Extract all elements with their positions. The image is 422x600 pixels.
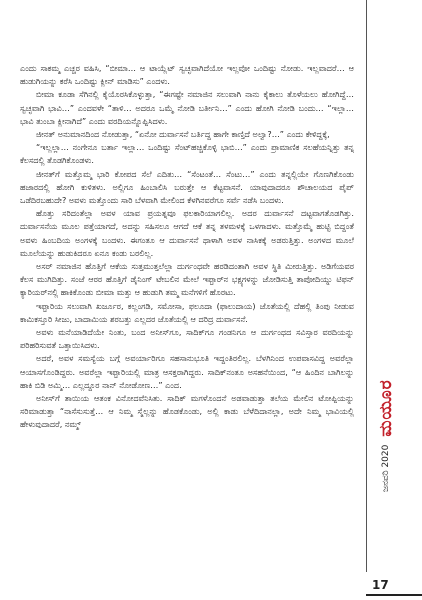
paragraph: ಅಸರ್ ನಮಾಜಿನ ಹೊತ್ತಿಗೆ ಆಕೆಯ ಸುತ್ತಮುತ್ತಲೆಲ್ಲಾ ದುರ್ಗಂಧವೇ ಹರಡಿದಂತಾಗಿ ಅವಳ ಸ್ಥಿತಿ ಮೀರುತ್ತಿತ್ತು. ಅಡಿಗೆಯವರ ಕೆಲಸ ಮುಗಿದಿತ್ತು. ಸಂಜೆ ಆರರ ಹೊತ್ತಿಗೆ ಡೈನಿಂಗ್ ಟೇಬಲಿನ ಮೇಲೆ ಇಫ್ತಾರ್‌ನ ಭಕ್ಷ್ಯಗಳನ್ನು ಜೋಡಿಸುತ್ತಿ ತಾಪೋದಿಯ್ನು ಟಿಫನ್ ಕ್ಯಾರಿಯರ್‌ನಲ್ಲಿ ಹಾಕಿಕೊಂಡು ಬೀಮಾ ಮತ್ತು ಆ ಹುಡುಗಿ ತಮ್ಮ ಮನೆಗಳಿಗೆ ಹೊರಟು. — [20, 261, 354, 298]
paragraph: ಅದರೆ, ಅವಳ ಸಮಸ್ಯೆಯ ಬಗ್ಗೆ ಅವರ್ಯಾರಿಗೂ ಸಹಸಾನುಭೂತಿ ಇದ್ದಂತಿರಲಿಲ್ಲ. ಬೆಳಗಿನಿಂದ ಉಪವಾಸವಿದ್ದ ಅವರೆಲ್ಲಾ ಆಯಾಸಗೊಂಡಿದ್ದರು. ಅವರೆಲ್ಲಾ ಇಫ್ತಾರಿಯಲ್ಲಿ ಮಾತ್ರ ಆಸಕ್ತರಾಗಿದ್ದರು. ಸಾದಿಕ್‌ನಂತೂ ಅಸಹನೆಯಿಂದ, “ಆ ಹಿಂದಿನ ಬಾಗಿಲನ್ನು ಹಾಕಿ ಬಿಡಿ ಅಮ್ಮಿ… ಎಲ್ಲದ್ದೂರ ನಾನ್ ನೋಡೋಣ…” ಎಂದ. — [20, 353, 354, 390]
page-number: 17 — [372, 578, 389, 592]
paragraph: ಎಂದು ಸಾಕಮ್ಮ ಎಚ್ಚರ ವಹಿಸಿ, “ಬೀಮಾ… ಆ ಟಾಯ್ಲೆಟ್ ಸ್ವಚ್ಛವಾಗಿದೆಯೋ ಇಲ್ಲವೋ ಒಂದಿಷ್ಟು ನೋಡು. ಇಲ್ಲವಾದರೆ… ಆ ಹುಡುಗಿಯನ್ನು ಕರೆಸಿ ಒಂದಿಷ್ಟು ಕ್ಲೀನ್ ಮಾಡಿಸು” ಎಂದಳು. — [20, 63, 354, 87]
footer-rule — [366, 594, 422, 596]
paragraph: “ಇಲ್ಲಲ್ಲಾ… ನಂಗೇನೂ ಬರ್ತಾ ಇಲ್ಲಾ… ಒಂದಿಷ್ಟು ಸೆಂಟ್‌ಹಚ್ಚಿಕೊಳ್ಳಿ ಭಾಬಿ…” ಎಂದು ಪ್ರಾಮಾಣಿಕ ಸಲಹೆಯನ್ನಿತ್ತು ತನ್ನ ಕೆಲಸದಲ್ಲಿ ತೊಡಗಿಕೊಂಡಳು. — [20, 142, 354, 166]
article-body — [20, 62, 354, 432]
issue-date: ಜನವರಿ 2020 — [381, 444, 391, 492]
paragraph: ಅವಳು ಮನೆಯಾಡಿದೆಯೇ ನಿಂತು, ಬಂದ ಅನೀಸ್‌ಗೂ, ಸಾದಿಕ್‌ಗೂ ಗಂಡನಿಗೂ ಆ ದುರ್ಗಂಧದ ಸವಿಸ್ತಾರ ವರದಿಯನ್ನು ಪರಿಹರಿಸುವತೆ ಒತ್ತಾಯಿಸಿದಳು. — [20, 327, 354, 351]
magazine-logo: ಮಯೂರ — [376, 379, 396, 437]
paragraph: ಹೊತ್ತು ಸರಿದಂತೆಲ್ಲಾ ಅವಳ ಯಾವ ಪ್ರಯತ್ನವೂ ಫಲಕಾರಿಯಾಗಲಿಲ್ಲ. ಅದರ ದುರ್ವಾಸನೆ ದಟ್ಟವಾಗತೊಡಗಿತ್ತು. ದುರ್ವಾಸನೆಯ ಮೂಲ ಪತ್ತೆಯಾಗದೆ, ಅದನ್ನು ಸಹಿಸಲೂ ಆಗದೆ ಆಕೆ ತನ್ನ ತಳಮಳಕ್ಕೆ ಒಳಗಾದಳು. ಮತ್ತೊಮ್ಮೆ ಹುಟ್ಟಿ ಬಿದ್ದಂತೆ ಅವಳು ಹಿಂಬದಿಯ ಅಂಗಳಕ್ಕೆ ಬಂದಳು. ಈಗಂತೂ ಆ ದುರ್ವಾಸನೆ ಥಾಳಾಗಿ ಅವಳ ನಾಸಿಕಕ್ಕೆ ಅಡರುತ್ತಿತ್ತು. ಅಂಗಳದ ಮೂಲೆ ಮೂಲೆಯನ್ನು ಹುಡುಕಿದರೂ ಏನೂ ಕಂಡು ಬರಲಿಲ್ಲ. — [20, 208, 354, 258]
paragraph: ಜೀನತ್ ಅನುಮಾನದಿಂದ ನೋಡುತ್ತಾ, “ಏನೋ ದುರ್ವಾಸನೆ ಬರ್ತಿದ್ದ ಹಾಗೇ ಕಾಣ್ತಿದೆ ಅಲ್ವಾ?…” ಎಂದು ಕೇಳಿದ್ದಕ್ಕೆ, — [36, 129, 330, 140]
paragraph: ಜೀನತ್‌ಗೆ ಮತ್ತೊಮ್ಮ ಭಾರಿ ಕೋಪದ ಸೆಲೆ ಎದಿತು… “ಸೆಂಟಂತೆ… ಸೆಂಟು…” ಎಂದು ತನ್ನಲ್ಲಿಯೇ ಗೊಣಗಿಕೊಂಡು ಹಜಾರದಲ್ಲಿ ಹೋಗಿ ಕುಳಿತಳು. ಅಲ್ಲಿಗೂ ಹಿಂಬಾಲಿಸಿ ಬರುತ್ತೇ ಆ ಕೆಟ್ಟವಾಸನೆ. ಯಾವುದಾದರೂ ಶೌಚಾಲಯದ ಪೈಪ್ ಒಡೆದಿರಬಹುದೇ? ಅವಳು ಮತ್ತೊಂದು ಸಾರಿ ಬೆಳವಾಗಿ ಮೇಲಿಂದ ಕೆಳಗಿನವರೆಗೂ ಸರ್ವೆ ನಡೆಸಿ ಬಂದಳು. — [20, 168, 354, 206]
paragraph: ಅನೀಸ್‌ಗೆ ತಾಯಿಯ ಆತಂಕ ವಿನೋದವೆನಿಸಿತು. ಸಾದಿಕ್ ಮಗಳೊಂದನೆ ಅಡವಾಡುತ್ತಾ ತಲೆಯ ಮೇಲಿನ ಟೋಪ್ಪಿಯನ್ನು ಸರಿಮಾಡುತ್ತಾ “ನಾಸೆಸುಸುತ್ತೆ… ಆ ನಿಮ್ಮ ಸ್ಮೆಲ್ಲನ್ನು ಹೊಡಕೊಂಡು, ಅಲ್ಲಿ ಕಾಡು ಬೆಳೆದಿದಾನಲ್ಲಾ, ಅದೇ ನಿಮ್ಮ ಭಾವಿಯಲ್ಲಿ ಹೇಳುವುದಾದರೆ, ನಮ್ಮ್ — [20, 393, 354, 430]
paragraph: ಇಫ್ತಾರಿಯ ಸಲುವಾಗಿ ಖರ್ಜೂರ, ಕಲ್ಲಂಗಡಿ, ಸಮೋಸಾ, ಫಲೂದಾ (ಫಾಲುದಾಯ) ಜೊತೆಯಲ್ಲಿ ದೆಹಲ್ಲಿ ತಿಂಪು ನೀಡುವ ಕಾಮಿಕಸ್ತೂರಿ ಸೀಜು, ಬಾದಾಮಿಯ ಶರಬತ್ತು ಎಲ್ಲದರ ಜೊತೆಯಲ್ಲಿ ಆ ದರಿದ್ರ ದುರ್ವಾಸನೆ. — [20, 300, 354, 324]
magazine-sidebar — [376, 379, 396, 492]
margin-divider — [366, 0, 367, 572]
paragraph: ಬೀಮಾ ಕೂಡಾ ಸೆಗಿನಲ್ಲಿ ಕೈಯೊರಸಿಕೊಳ್ಳುತ್ತಾ, “ಈಗಷ್ಟೇ ನಮಾಜಿನ ಸಲುವಾಗಿ ನಾನು ಕೈಕಾಲು ತೊಳೆಯಲು ಹೋಗಿದ್ದೆ… ಸ್ವಚ್ಛವಾಗಿ ಭಾವಿ…” ಎಂದವಳೇ “ತಾಳಿ… ಅದರೂ ಒಮ್ಮೆ ನೋಡಿ ಬರ್ತೀನಿ…” ಎಂದು ಹೋಗಿ ನೋಡಿ ಬಂದು… “ಇಲ್ಲಾ… ಭಾವಿ ತುಂಬಾ ಕ್ಲೀನಾಗಿದೆ” ಎಂದು ವರದಿಯನ್ನೊಪ್ಪಿಸಿದಳು. — [20, 89, 354, 126]
